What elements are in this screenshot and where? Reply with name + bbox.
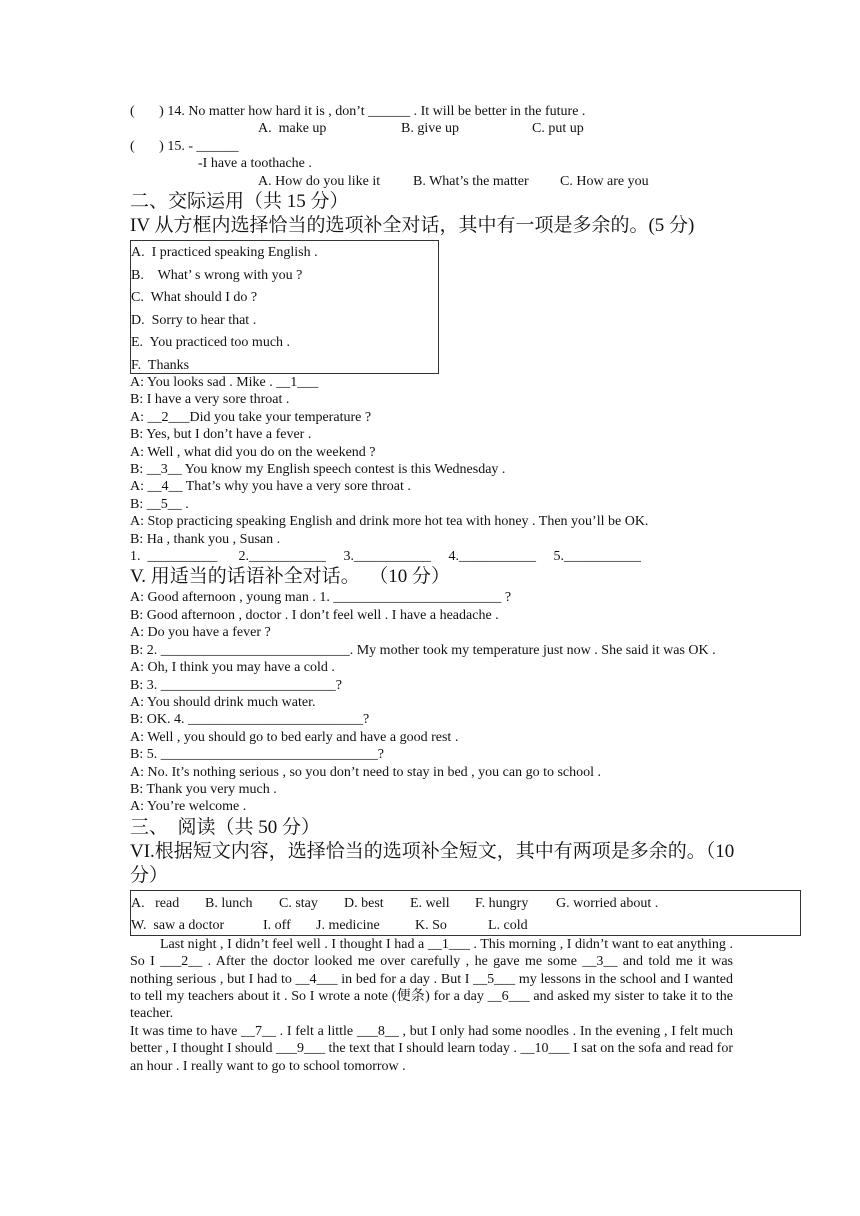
answer-blanks: 1. __________ 2.___________ 3.___________ 4.___________ 5.___________	[130, 549, 641, 565]
word-option: E. well	[410, 895, 450, 911]
word-option: F. hungry	[475, 895, 529, 911]
word-option: I. off	[263, 917, 291, 933]
option-a: A. make up	[258, 121, 327, 137]
exam-page	[130, 103, 733, 1075]
dialogue-line: B: __5__ .	[130, 496, 189, 512]
word-option: G. worried about .	[556, 895, 659, 911]
dialogue-line: B: I have a very sore throat .	[130, 392, 290, 408]
option-b: B. give up	[401, 121, 459, 137]
dialogue-line: A: Well , what did you do on the weekend ?	[130, 444, 376, 460]
dialogue-line: B: 2. ___________________________. My mother took my temperature just now . She said it was OK .	[130, 642, 716, 658]
box-option: D. Sorry to hear that .	[131, 312, 257, 328]
option-c: C. put up	[532, 121, 584, 137]
dialogue-line: B: Thank you very much .	[130, 781, 277, 797]
part-6-title: VI.根据短文内容，选择恰当的选项补全短文，其中有两项是多余的。（10 分）	[130, 840, 735, 886]
dialogue-line: B: Ha , thank you , Susan .	[130, 531, 281, 547]
box-option: B. What’ s wrong with you ?	[131, 267, 303, 283]
word-row	[131, 894, 659, 914]
box-option: E. You practiced too much .	[131, 335, 291, 351]
option-b: B. What’s the matter	[413, 173, 529, 189]
dialogue-line: A: Well , you should go to bed early and have a good rest .	[130, 729, 459, 745]
section-2-title: 二、交际运用（共 15 分）	[130, 191, 349, 212]
dialogue-line: B: 3. _________________________?	[130, 677, 342, 693]
dialogue-line: B: Yes, but I don’t have a fever .	[130, 427, 312, 443]
dialogue-line: A: Good afternoon , young man . 1. ________________________ ?	[130, 590, 512, 606]
dialogue-line: A: You should drink much water.	[130, 694, 316, 710]
dialogue-line: A: No. It’s nothing serious , so you don’t need to stay in bed , you can go to school .	[130, 764, 602, 780]
dialogue-line: A: You looks sad . Mike . __1___	[130, 375, 319, 390]
box-option: A. I practiced speaking English .	[131, 245, 318, 260]
question-14-options	[130, 120, 733, 137]
dialogue-line: B: __3__ You know my English speech contest is this Wednesday .	[130, 462, 506, 478]
word-row	[131, 916, 528, 936]
dialogue-line: B: Good afternoon , doctor . I don’t feel well . I have a headache .	[130, 607, 499, 623]
word-option: J. medicine	[316, 917, 380, 933]
passage-paragraph-2: It was time to have __7__ . I felt a little ___8__ , but I only had some noodles . In the evening , I felt much better , I thought I should ___9___ the text that I should learn today . __10___ I sat on the sofa and read for an hour . I really want to go to school tomorrow .	[130, 1023, 733, 1074]
question-14: ( ) 14. No matter how hard it is , don’t ______ . It will be better in the future .	[130, 104, 586, 119]
word-option: W. saw a doctor	[131, 917, 225, 933]
option-c: C. How are you	[560, 173, 649, 189]
box-option: F. Thanks	[131, 357, 190, 373]
box-option: C. What should I do ?	[131, 290, 258, 306]
dialogue-line: A: __4__ That’s why you have a very sore throat .	[130, 479, 411, 495]
part-4-dialogue	[130, 374, 733, 565]
dialogue-line: A: Oh, I think you may have a cold .	[130, 660, 335, 676]
part-4-title: IV 从方框内选择恰当的选项补全对话，其中有一项是多余的。(5 分)	[130, 215, 695, 236]
word-option: C. stay	[279, 895, 318, 911]
word-option: K. So	[415, 917, 447, 933]
passage-paragraph-1: Last night , I didn’t feel well . I thought I had a __1___ . This morning , I didn’t want to eat anything . So I ___2__ . After the doctor looked me over carefully , he gave me some __3__ and told me it was nothing serious , but I had to __4___ in bed for a day . But I __5___ my lessons in the school and I wanted to tell my teachers about it . So I wrote a note (便条) for a day __6___ and asked my sister to take it to the teacher.	[130, 936, 733, 1022]
dialogue-line: B: 5. _______________________________?	[130, 747, 384, 763]
question-15-options	[130, 173, 733, 190]
dialogue-line: A: Do you have a fever ?	[130, 625, 271, 641]
part-4-option-box	[130, 240, 439, 374]
question-15: ( ) 15. - ______	[130, 138, 239, 154]
section-3-title: 三、 阅读（共 50 分）	[130, 816, 321, 838]
word-option: B. lunch	[205, 895, 253, 911]
word-option: D. best	[344, 895, 384, 911]
word-option: A. read	[131, 895, 180, 911]
question-15-reply: -I have a toothache .	[198, 156, 312, 172]
dialogue-line: B: OK. 4. _________________________?	[130, 712, 370, 728]
option-a: A. How do you like it	[258, 173, 381, 189]
part-5-title: V. 用适当的话语补全对话。 （10 分）	[130, 566, 451, 588]
dialogue-line: A: You’re welcome .	[130, 799, 247, 815]
word-option: L. cold	[488, 917, 528, 933]
part-5-dialogue	[130, 589, 733, 815]
dialogue-line: A: Stop practicing speaking English and drink more hot tea with honey . Then you’ll be OK.	[130, 514, 649, 530]
part-6-word-box	[130, 890, 801, 936]
dialogue-line: A: __2___Did you take your temperature ?	[130, 409, 372, 425]
